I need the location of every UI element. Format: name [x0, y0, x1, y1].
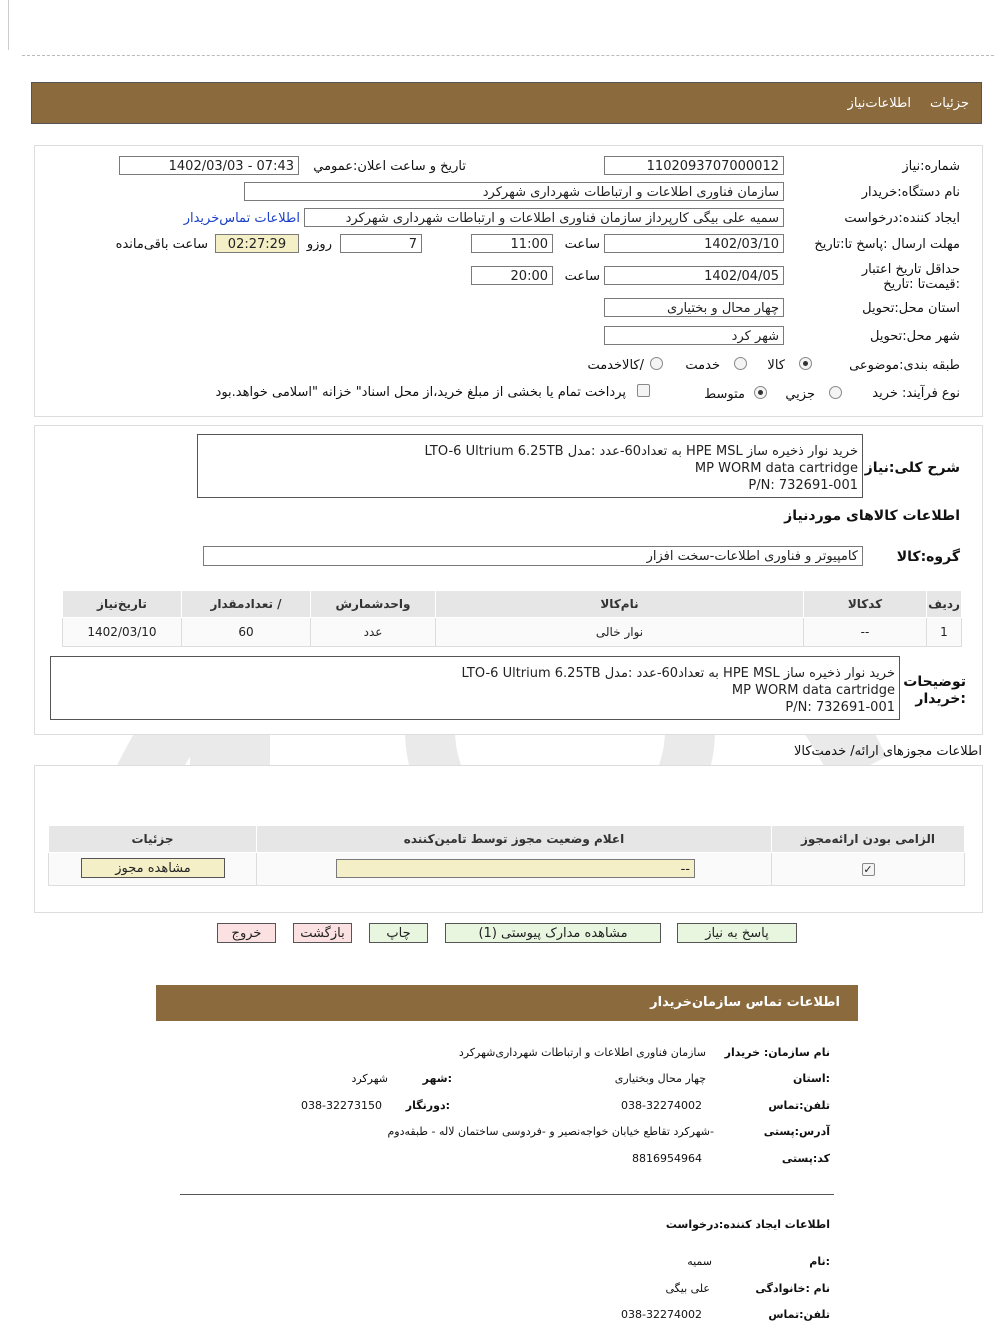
permits-table-header	[49, 826, 965, 853]
cell-row: 1	[927, 618, 962, 647]
contact-province-label: :استان	[793, 1072, 830, 1085]
treasury-note: پرداخت تمام یا بخشی از مبلغ خرید،از محل اسناد" خزانه "اسلامی خواهد.بود	[215, 385, 626, 400]
contact-postal: 8816954964	[632, 1152, 702, 1165]
reply-deadline-label: مهلت ارسال :پاسخ تا:تاریخ	[814, 237, 960, 252]
validity-label: حداقل تاریخ اعتبار :قیمت‌تا :تاریخ	[861, 262, 960, 292]
summary-line-3: P/N: 732691-001	[748, 478, 858, 493]
category-service-radio[interactable]	[734, 357, 747, 370]
creator-label: ایجاد کننده:درخواست	[844, 211, 960, 226]
cell-date: 1402/03/10	[63, 618, 182, 647]
back-button[interactable]: بازگشت	[293, 923, 352, 943]
buyer-notes-label: توضیحات :خریدار	[903, 674, 966, 707]
contact-title: اطلاعات تماس سازمان‌خریدار	[650, 995, 840, 1010]
col-row: ردیف	[927, 591, 962, 618]
attachments-button[interactable]: مشاهده مدارک پیوستی (1)	[445, 923, 661, 943]
category-both-label: /کالاخدمت	[587, 358, 644, 373]
category-label: طبقه بندی:موضوعی	[849, 358, 960, 373]
contact-divider	[180, 1194, 834, 1195]
buyer-org-label: نام دستگاه:خریدار	[861, 185, 960, 200]
contact-province: چهار محال وبختیاری	[614, 1072, 706, 1085]
category-service-label: خدمت	[685, 358, 720, 373]
contact-org-label: نام سازمان: خریدار	[724, 1046, 830, 1059]
need-number-field: 1102093707000012	[604, 156, 784, 175]
exit-button[interactable]: خروج	[217, 923, 276, 943]
reply-time-label: ساعت	[564, 237, 600, 252]
creator-family-label: نام :خانوادگی	[755, 1282, 830, 1295]
cell-unit: عدد	[311, 618, 436, 647]
col-name: نام‌کالا	[436, 591, 804, 618]
validity-time-label: ساعت	[564, 269, 600, 284]
city-label: شهر محل:تحویل	[870, 329, 960, 344]
category-goods-label: کالا	[767, 358, 785, 373]
summary-label: شرح کلی:نیاز	[864, 460, 960, 476]
contact-phone-label: تلفن:تماس	[768, 1099, 830, 1112]
validity-time-field: 20:00	[471, 266, 553, 285]
permit-status-field: --	[336, 859, 695, 878]
contact-fax: 038-32273150	[301, 1099, 382, 1112]
summary-line-2: MP WORM data cartridge	[694, 461, 858, 476]
days-label: روزو	[306, 237, 332, 252]
notes-line-3: P/N: 732691-001	[785, 700, 895, 715]
process-label: نوع فرآیند: خرید	[872, 386, 960, 401]
category-goods-radio[interactable]	[799, 357, 812, 370]
col-details: جزئیات	[49, 826, 257, 853]
notes-line-2: MP WORM data cartridge	[731, 683, 895, 698]
notes-line-1: خرید نوار ذخیره ساز HPE MSL به تعداد60-عدد :مدل LTO-6 Ultrium 6.25TB	[461, 666, 895, 681]
treasury-checkbox[interactable]	[637, 384, 650, 397]
creator-info-title: اطلاعات ایجاد کننده:درخواست	[665, 1218, 830, 1231]
goods-group-label: گروه:کالا	[896, 549, 960, 565]
table-row	[63, 618, 962, 647]
buyer-contact-link[interactable]: اطلاعات تماس‌خریدار	[183, 211, 300, 226]
creator-name-label: :نام	[809, 1255, 830, 1268]
contact-address: -شهرکرد تقاطع خیابان خواجه‌نصیر و -فردوسی ساختمان لاله - طبقه‌دوم	[387, 1125, 714, 1138]
cell-qty: 60	[182, 618, 311, 647]
category-both-radio[interactable]	[650, 357, 663, 370]
contact-city-label: :شهر	[422, 1072, 452, 1085]
items-table	[62, 590, 962, 647]
process-medium-radio[interactable]	[754, 386, 767, 399]
tab-details[interactable]: جزئیات	[930, 96, 969, 111]
contact-header	[156, 985, 858, 1021]
reply-time-field: 11:00	[471, 234, 553, 253]
goods-info-title: اطلاعات کالاهای موردنیاز	[784, 508, 960, 524]
province-label: استان محل:تحویل	[862, 301, 960, 316]
reply-date-field: 1402/03/10	[604, 234, 784, 253]
contact-fax-label: :دورنگار	[405, 1099, 450, 1112]
buyer-org-field: سازمان فناوری اطلاعات و ارتباطات شهرداری شهرکرد	[244, 182, 784, 201]
buyer-notes-box	[50, 656, 900, 720]
contact-postal-label: کد:پستی	[781, 1152, 830, 1165]
tab-need-info[interactable]: اطلاعات‌نیاز	[847, 96, 911, 111]
creator-name: سمیه	[687, 1255, 712, 1268]
contact-address-label: آدرس:پستی	[763, 1125, 830, 1138]
creator-family: علی بیگی	[665, 1282, 710, 1295]
announce-label: تاریخ و ساعت اعلان:عمومي	[313, 159, 466, 174]
creator-field: سمیه علی بیگی کارپرداز سازمان فناوری اطلاعات و ارتباطات شهرداری شهرکرد	[304, 208, 784, 227]
col-date: تاریخ‌نیاز	[63, 591, 182, 618]
print-button[interactable]: چاپ	[369, 923, 428, 943]
view-permit-button[interactable]: مشاهده مجوز	[81, 858, 225, 878]
summary-box	[197, 434, 863, 498]
header-bar	[31, 82, 982, 124]
col-unit: واحدشمارش	[311, 591, 436, 618]
creator-phone: 038-32274002	[621, 1308, 702, 1321]
contact-org: سازمان فناوری اطلاعات و ارتباطات شهرداری‌شهرکرد	[458, 1046, 706, 1059]
goods-group-field: کامپیوتر و فناوری اطلاعات-سخت افزار	[203, 546, 863, 566]
col-required: الزامی بودن ارائه‌مجوز	[772, 826, 965, 853]
permit-required-checkbox: ✓	[863, 863, 873, 876]
cell-code: --	[804, 618, 927, 647]
summary-line-1: خرید نوار ذخیره ساز HPE MSL به تعداد60-عدد :مدل LTO-6 Ultrium 6.25TB	[424, 444, 858, 459]
remaining-time-field: 02:27:29	[215, 234, 299, 253]
process-medium-label: متوسط	[704, 387, 745, 402]
validity-date-field: 1402/04/05	[604, 266, 784, 285]
col-qty: / تعدادمقدار	[182, 591, 311, 618]
col-status: اعلام وضعیت مجوز توسط تامین‌کننده	[257, 826, 772, 853]
reply-button[interactable]: پاسخ به نیاز	[677, 923, 797, 943]
need-number-label: شماره:نیاز	[902, 159, 960, 174]
city-field: شهر کرد	[604, 326, 784, 345]
days-field: 7	[340, 234, 422, 253]
permits-title: اطلاعات مجوزهای ارائه/ خدمت‌کالا	[793, 744, 982, 759]
contact-phone: 038-32274002	[621, 1099, 702, 1112]
col-code: کدکالا	[804, 591, 927, 618]
items-table-header	[63, 591, 962, 618]
process-partial-radio[interactable]	[829, 386, 842, 399]
cell-required	[772, 853, 965, 886]
province-field: چهار محال و بختیاری	[604, 298, 784, 317]
process-partial-label: جزیي	[785, 387, 815, 402]
contact-city: شهرکرد	[351, 1072, 388, 1085]
cell-name: نوار خالی	[436, 618, 804, 647]
creator-phone-label: تلفن:تماس	[768, 1308, 830, 1321]
remaining-label: ساعت باقی‌مانده	[115, 237, 208, 252]
announce-field: 1402/03/03 - 07:43	[119, 156, 299, 175]
